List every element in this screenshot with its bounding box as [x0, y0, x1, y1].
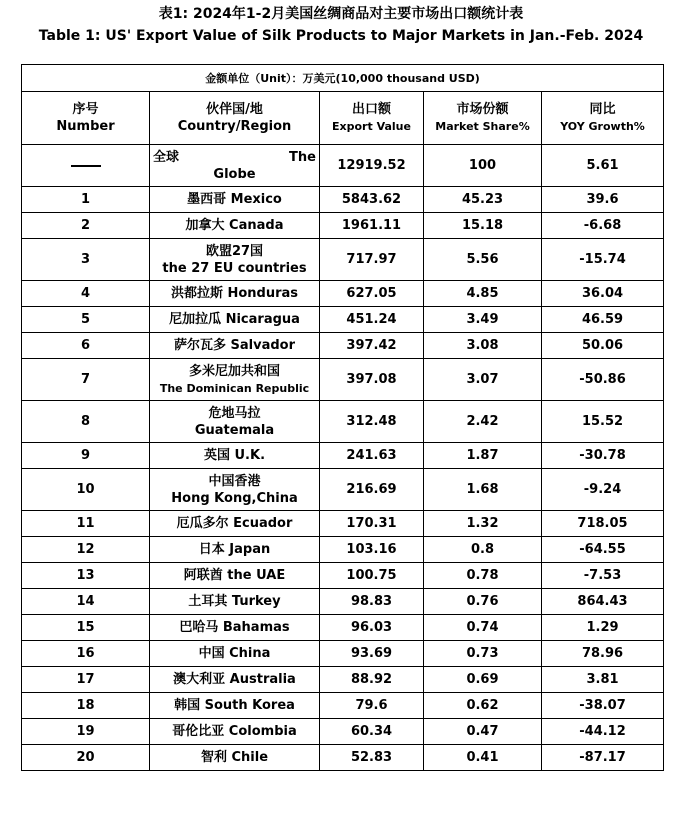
row-number: 1 — [22, 187, 150, 213]
header-country-cn: 伙伴国/地 — [206, 102, 263, 117]
table-row — [22, 563, 664, 589]
row-export: 170.31 — [320, 511, 424, 537]
row-growth: -38.07 — [542, 693, 664, 719]
row-export: 397.08 — [320, 359, 424, 401]
row-number: 13 — [22, 563, 150, 589]
row-country: 英国 U.K. — [150, 443, 320, 469]
table-row — [22, 281, 664, 307]
table-row — [22, 745, 664, 771]
row-number: 15 — [22, 615, 150, 641]
table-row — [22, 333, 664, 359]
row-share: 0.74 — [424, 615, 542, 641]
row-export: 5843.62 — [320, 187, 424, 213]
table-row — [22, 239, 664, 281]
row-number: 11 — [22, 511, 150, 537]
table-row — [22, 469, 664, 511]
header-number-cn: 序号 — [72, 102, 99, 117]
row-export: 627.05 — [320, 281, 424, 307]
row-number: 14 — [22, 589, 150, 615]
table-row — [22, 615, 664, 641]
row-country — [150, 239, 320, 281]
row-export: 98.83 — [320, 589, 424, 615]
globe-country — [150, 145, 320, 187]
row-country: 厄瓜多尔 Ecuador — [150, 511, 320, 537]
table-row — [22, 719, 664, 745]
row-country-en: Hong Kong,China — [171, 490, 298, 506]
row-country: 加拿大 Canada — [150, 213, 320, 239]
row-growth: -15.74 — [542, 239, 664, 281]
row-country-cn: 中国香港 — [208, 473, 261, 489]
header-growth — [542, 92, 664, 145]
row-number: 2 — [22, 213, 150, 239]
header-row — [22, 92, 664, 145]
row-number: 4 — [22, 281, 150, 307]
globe-share: 100 — [424, 145, 542, 187]
table-row — [22, 641, 664, 667]
row-share: 0.69 — [424, 667, 542, 693]
row-number: 8 — [22, 401, 150, 443]
row-number: 5 — [22, 307, 150, 333]
header-share-en: Market Share% — [435, 120, 530, 133]
header-number-en: Number — [56, 119, 115, 134]
row-country-cn: 多米尼加共和国 — [188, 363, 280, 379]
row-growth: -87.17 — [542, 745, 664, 771]
table-row — [22, 537, 664, 563]
header-share-cn: 市场份额 — [456, 102, 509, 117]
row-share: 3.49 — [424, 307, 542, 333]
row-country — [150, 401, 320, 443]
row-growth: 36.04 — [542, 281, 664, 307]
table-row — [22, 359, 664, 401]
row-growth: -30.78 — [542, 443, 664, 469]
row-export: 1961.11 — [320, 213, 424, 239]
row-growth: -64.55 — [542, 537, 664, 563]
row-growth: -6.68 — [542, 213, 664, 239]
unit-row — [22, 65, 664, 92]
row-export: 103.16 — [320, 537, 424, 563]
row-country: 智利 Chile — [150, 745, 320, 771]
header-growth-cn: 同比 — [589, 102, 616, 117]
row-number: 16 — [22, 641, 150, 667]
row-number: 18 — [22, 693, 150, 719]
row-share: 0.78 — [424, 563, 542, 589]
row-country — [150, 469, 320, 511]
row-growth: 39.6 — [542, 187, 664, 213]
header-share — [424, 92, 542, 145]
header-export-cn: 出口额 — [351, 102, 391, 117]
row-country: 土耳其 Turkey — [150, 589, 320, 615]
row-growth: 1.29 — [542, 615, 664, 641]
row-export: 52.83 — [320, 745, 424, 771]
row-number: 20 — [22, 745, 150, 771]
row-share: 0.8 — [424, 537, 542, 563]
table-row — [22, 187, 664, 213]
row-growth: 15.52 — [542, 401, 664, 443]
row-share: 0.76 — [424, 589, 542, 615]
row-export: 79.6 — [320, 693, 424, 719]
row-export: 88.92 — [320, 667, 424, 693]
export-table — [21, 64, 664, 771]
row-growth: -7.53 — [542, 563, 664, 589]
header-number — [22, 92, 150, 145]
row-export: 60.34 — [320, 719, 424, 745]
row-growth: -50.86 — [542, 359, 664, 401]
row-export: 216.69 — [320, 469, 424, 511]
header-export-en: Export Value — [332, 120, 411, 133]
row-country: 阿联酋 the UAE — [150, 563, 320, 589]
row-country: 日本 Japan — [150, 537, 320, 563]
row-share: 15.18 — [424, 213, 542, 239]
row-country: 墨西哥 Mexico — [150, 187, 320, 213]
row-share: 1.68 — [424, 469, 542, 511]
row-number: 19 — [22, 719, 150, 745]
row-share: 0.62 — [424, 693, 542, 719]
row-growth: 864.43 — [542, 589, 664, 615]
row-country-en: The Dominican Republic — [159, 381, 310, 395]
row-number: 10 — [22, 469, 150, 511]
globe-growth: 5.61 — [542, 145, 664, 187]
row-country-cn: 欧盟27国 — [205, 243, 264, 259]
unit-label: 金额单位（Unit）：万美元(10,000 thousand USD) — [22, 65, 664, 92]
row-country-cn: 危地马拉 — [208, 405, 261, 421]
row-share: 4.85 — [424, 281, 542, 307]
table-row — [22, 667, 664, 693]
table-row — [22, 307, 664, 333]
row-number: 17 — [22, 667, 150, 693]
row-country: 哥伦比亚 Colombia — [150, 719, 320, 745]
row-country: 洪都拉斯 Honduras — [150, 281, 320, 307]
row-export: 451.24 — [320, 307, 424, 333]
dash-mark — [71, 165, 101, 167]
row-share: 0.41 — [424, 745, 542, 771]
row-growth: 46.59 — [542, 307, 664, 333]
row-growth: 718.05 — [542, 511, 664, 537]
row-growth: -44.12 — [542, 719, 664, 745]
row-country: 巴哈马 Bahamas — [150, 615, 320, 641]
table-row — [22, 511, 664, 537]
title-cn: 表1: 2024年1-2月美国丝绸商品对主要市场出口额统计表 — [158, 6, 524, 22]
globe-en-first: The — [289, 149, 316, 165]
table-row — [22, 213, 664, 239]
row-export: 96.03 — [320, 615, 424, 641]
row-country: 萨尔瓦多 Salvador — [150, 333, 320, 359]
header-export — [320, 92, 424, 145]
row-export: 100.75 — [320, 563, 424, 589]
globe-number — [22, 145, 150, 187]
header-growth-en: YOY Growth% — [560, 120, 645, 133]
row-number: 7 — [22, 359, 150, 401]
row-share: 2.42 — [424, 401, 542, 443]
row-number: 12 — [22, 537, 150, 563]
row-growth: -9.24 — [542, 469, 664, 511]
table-row — [22, 589, 664, 615]
row-country-en: the 27 EU countries — [162, 260, 307, 276]
row-number: 6 — [22, 333, 150, 359]
row-share: 0.73 — [424, 641, 542, 667]
row-number: 3 — [22, 239, 150, 281]
header-country-en: Country/Region — [177, 119, 292, 134]
row-growth: 78.96 — [542, 641, 664, 667]
table-row — [22, 693, 664, 719]
globe-en-second: Globe — [213, 166, 256, 182]
row-share: 3.08 — [424, 333, 542, 359]
row-share: 1.32 — [424, 511, 542, 537]
row-export: 241.63 — [320, 443, 424, 469]
row-growth: 50.06 — [542, 333, 664, 359]
row-country: 澳大利亚 Australia — [150, 667, 320, 693]
row-export: 93.69 — [320, 641, 424, 667]
title-en: Table 1: US' Export Value of Silk Products to Major Markets in Jan.-Feb. 2024 — [38, 28, 644, 44]
row-country: 韩国 South Korea — [150, 693, 320, 719]
table-row — [22, 443, 664, 469]
row-country-en: Guatemala — [194, 422, 275, 438]
globe-export: 12919.52 — [320, 145, 424, 187]
row-export: 397.42 — [320, 333, 424, 359]
row-share: 0.47 — [424, 719, 542, 745]
row-country: 中国 China — [150, 641, 320, 667]
row-share: 3.07 — [424, 359, 542, 401]
row-export: 312.48 — [320, 401, 424, 443]
row-growth: 3.81 — [542, 667, 664, 693]
row-country: 尼加拉瓜 Nicaragua — [150, 307, 320, 333]
row-export: 717.97 — [320, 239, 424, 281]
row-share: 5.56 — [424, 239, 542, 281]
row-share: 1.87 — [424, 443, 542, 469]
globe-cn: 全球 — [153, 149, 180, 165]
globe-row — [22, 145, 664, 187]
row-share: 45.23 — [424, 187, 542, 213]
header-country — [150, 92, 320, 145]
table-row — [22, 401, 664, 443]
row-number: 9 — [22, 443, 150, 469]
row-country — [150, 359, 320, 401]
